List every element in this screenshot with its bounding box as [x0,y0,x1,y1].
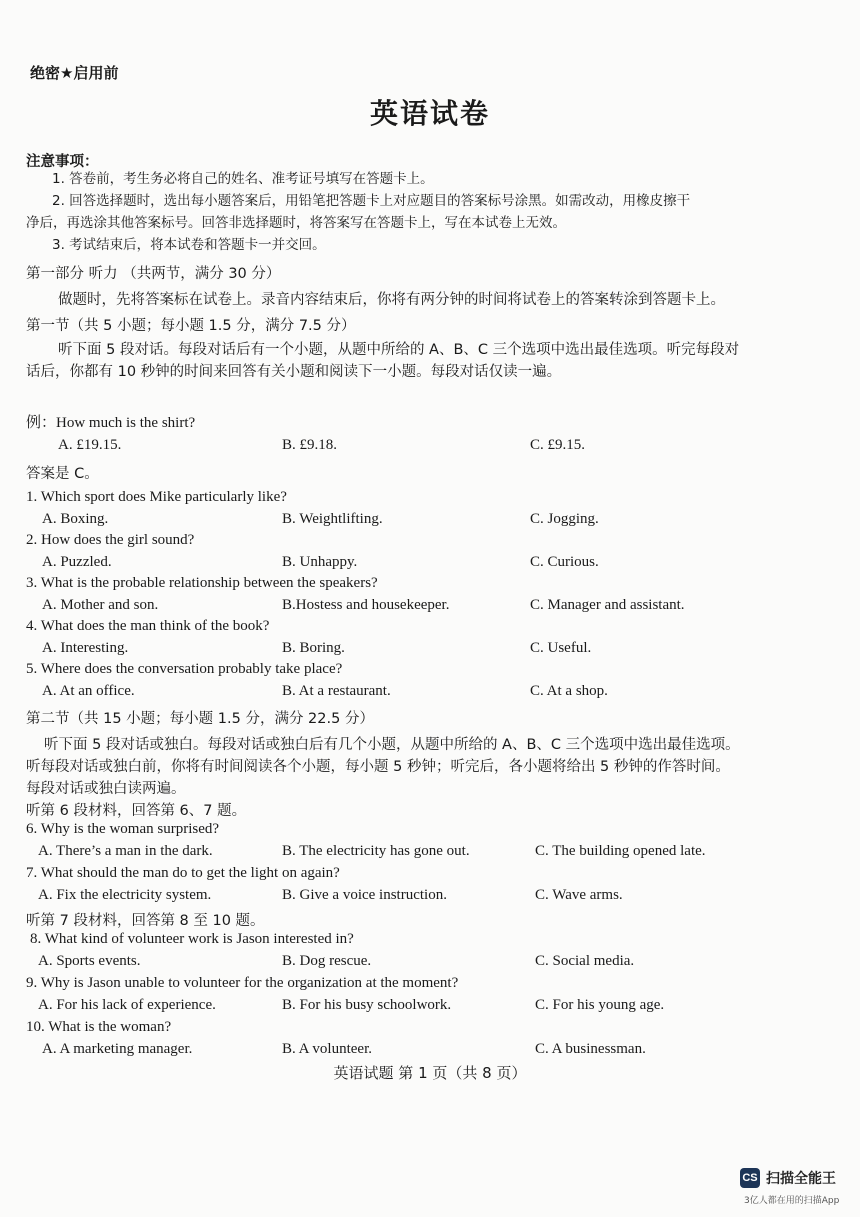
q9-option-a: A. For his lack of experience. [38,997,216,1013]
note-item-1: 1. 答卷前，考生务必将自己的姓名、准考证号填写在答题卡上。 [52,171,434,187]
scanner-watermark [740,1168,836,1188]
q4-option-b: B. Boring. [282,640,345,656]
question-9: 9. Why is Jason unable to volunteer for the organization at the moment? [26,975,459,991]
section2-instruction-3: 每段对话或独白读两遍。 [26,781,186,797]
q10-option-a: A. A marketing manager. [42,1041,193,1057]
question-7: 7. What should the man do to get the light on again? [26,865,340,881]
q9-option-b: B. For his busy schoolwork. [282,997,452,1013]
q6-option-b: B. The electricity has gone out. [282,843,470,859]
question-4: 4. What does the man think of the book? [26,618,270,634]
section1-instruction-2: 话后，你都有 10 秒钟的时间来回答有关小题和阅读下一小题。每段对话仅读一遍。 [26,364,562,380]
q6-option-a: A. There’s a man in the dark. [38,843,213,859]
q8-option-b: B. Dog rescue. [282,953,372,969]
question-8: 8. What kind of volunteer work is Jason interested in? [30,931,354,947]
material-6-label: 听第 6 段材料，回答第 6、7 题。 [26,803,247,819]
example-question: 例：How much is the shirt? [26,415,196,431]
section2-heading: 第二节（共 15 小题；每小题 1.5 分，满分 22.5 分） [26,711,374,727]
question-10: 10. What is the woman? [26,1019,172,1035]
q2-option-b: B. Unhappy. [282,554,358,570]
q7-option-c: C. Wave arms. [535,887,623,903]
q7-option-a: A. Fix the electricity system. [38,887,212,903]
part1-heading: 第一部分 听力 （共两节，满分 30 分） [26,266,281,282]
q4-option-a: A. Interesting. [42,640,129,656]
q3-option-a: A. Mother and son. [42,597,159,613]
question-2: 2. How does the girl sound? [26,532,195,548]
camscanner-logo-icon: CS [740,1168,760,1188]
notes-heading: 注意事项： [26,154,99,170]
q5-option-b: B. At a restaurant. [282,683,391,699]
q1-option-b: B. Weightlifting. [282,511,383,527]
watermark-tagline: 3亿人都在用的扫描App [744,1196,840,1206]
q6-option-c: C. The building opened late. [535,843,706,859]
note-item-2-cont: 净后，再选涂其他答案标号。回答非选择题时，将答案写在答题卡上，写在本试卷上无效。 [26,215,566,231]
q5-option-a: A. At an office. [42,683,135,699]
q8-option-c: C. Social media. [535,953,635,969]
page-title: 英语试卷 [369,97,490,130]
material-7-label: 听第 7 段材料，回答第 8 至 10 题。 [26,913,265,929]
part1-intro: 做题时，先将答案标在试卷上。录音内容结束后，你将有两分钟的时间将试卷上的答案转涂到答题卡上。 [58,292,725,308]
confidential-mark: 绝密★启用前 [30,64,119,82]
question-3: 3. What is the probable relationship between the speakers? [26,575,378,591]
q7-option-b: B. Give a voice instruction. [282,887,447,903]
example-answer: 答案是 C。 [26,466,99,482]
note-item-2: 2. 回答选择题时，选出每小题答案后，用铅笔把答题卡上对应题目的答案标号涂黑。如需改动，用橡皮擦干 [52,193,691,209]
question-6: 6. Why is the woman surprised? [26,821,220,837]
watermark-app-name: 扫描全能王 [766,1171,836,1187]
q5-option-c: C. At a shop. [530,683,608,699]
q9-option-c: C. For his young age. [535,997,665,1013]
question-5: 5. Where does the conversation probably take place? [26,661,343,677]
q10-option-b: B. A volunteer. [282,1041,372,1057]
q1-option-a: A. Boxing. [42,511,109,527]
q8-option-a: A. Sports events. [38,953,141,969]
notes-list [26,168,846,256]
q3-option-c: C. Manager and assistant. [530,597,685,613]
example-option-a: A. £19.15. [58,437,122,453]
example-option-b: B. £9.18. [282,437,338,453]
q10-option-c: C. A businessman. [535,1041,646,1057]
note-item-3: 3. 考试结束后，将本试卷和答题卡一并交回。 [52,237,326,253]
section1-instruction-1: 听下面 5 段对话。每段对话后有一个小题，从题中所给的 A、B、C 三个选项中选出最佳选项。听完每段对 [58,342,740,358]
section2-instruction-2: 听每段对话或独白前，你将有时间阅读各个小题，每小题 5 秒钟；听完后，各小题将给出 5 秒钟的作答时间。 [26,759,730,775]
section2-instruction-1: 听下面 5 段对话或独白。每段对话或独白后有几个小题，从题中所给的 A、B、C 三个选项中选出最佳选项。 [44,737,740,753]
q2-option-c: C. Curious. [530,554,599,570]
example-option-c: C. £9.15. [530,437,586,453]
section1-heading: 第一节（共 5 小题；每小题 1.5 分，满分 7.5 分） [26,318,356,334]
q1-option-c: C. Jogging. [530,511,599,527]
q3-option-b: B.Hostess and housekeeper. [282,597,450,613]
question-1: 1. Which sport does Mike particularly like? [26,489,287,505]
q2-option-a: A. Puzzled. [42,554,112,570]
q4-option-c: C. Useful. [530,640,592,656]
page-footer: 英语试题 第 1 页（共 8 页） [333,1064,527,1082]
